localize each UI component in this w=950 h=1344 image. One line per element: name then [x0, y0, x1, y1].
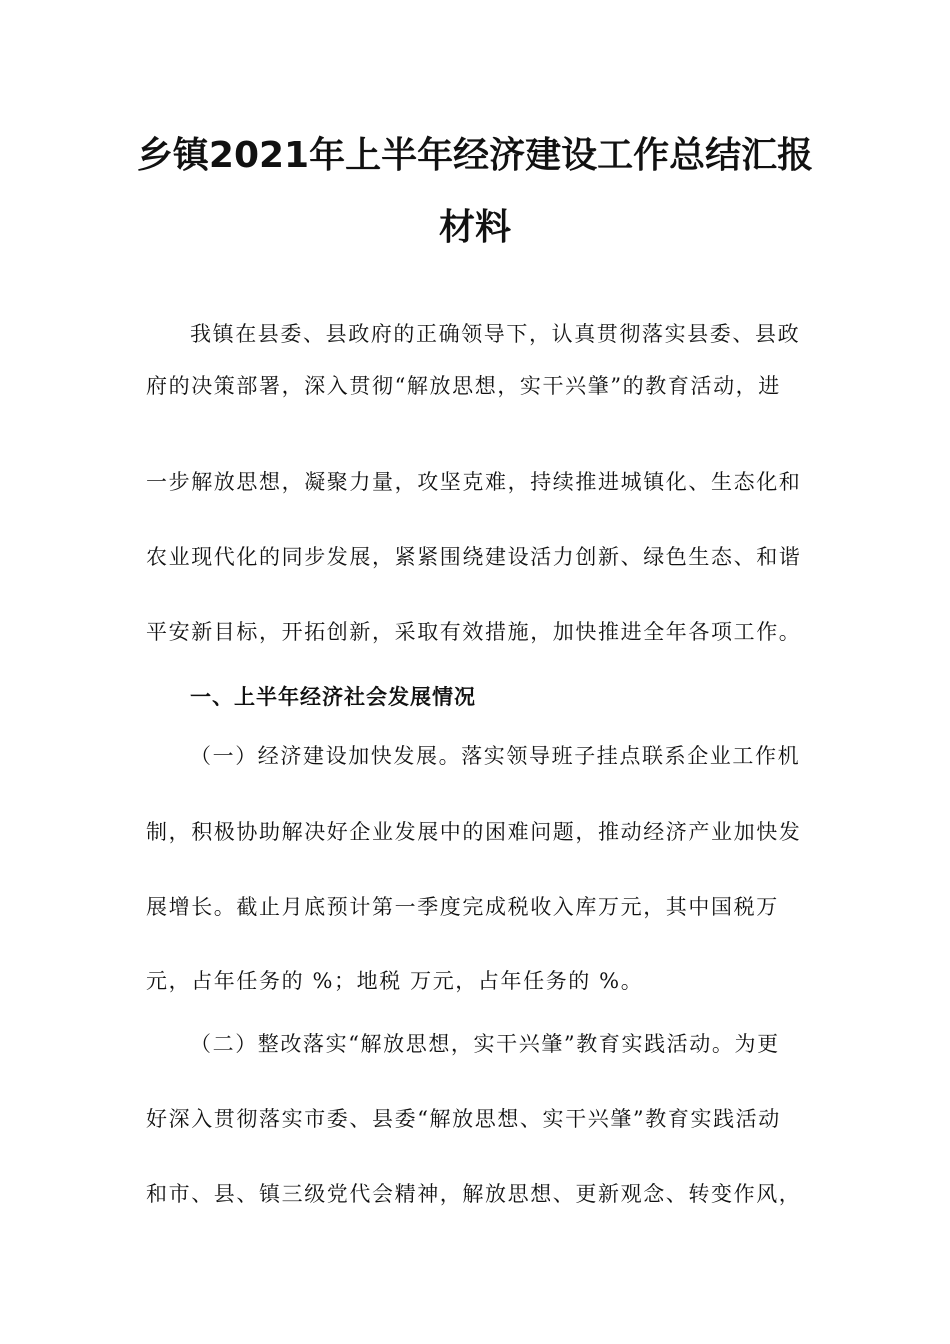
- paragraph-3-line-3: 和市、县、镇三级党代会精神，解放思想、更新观念、转变作风，: [146, 1182, 802, 1206]
- paragraph-2-line-1: （一）经济建设加快发展。落实领导班子挂点联系企业工作机: [190, 744, 801, 768]
- document-title-line-1: 乡镇2021年上半年经济建设工作总结汇报: [136, 135, 814, 176]
- paragraph-1-line-5: 平安新目标，开拓创新，采取有效措施，加快推进全年各项工作。: [146, 620, 802, 644]
- section-heading-1: 一、上半年经济社会发展情况: [190, 685, 476, 709]
- paragraph-1-line-2: 府的决策部署，深入贯彻“解放思想，实干兴肇”的教育活动，进: [146, 374, 781, 398]
- document-title-line-2: 材料: [438, 207, 511, 248]
- paragraph-2-line-4: 元，占年任务的 %；地税 万元，占年任务的 %。: [146, 969, 644, 993]
- paragraph-1-line-1: 我镇在县委、县政府的正确领导下，认真贯彻落实县委、县政: [190, 322, 801, 346]
- paragraph-3-line-2: 好深入贯彻落实市委、县委“解放思想、实干兴肇”教育实践活动: [146, 1107, 781, 1131]
- paragraph-3-line-1: （二）整改落实“解放思想，实干兴肇”教育实践活动。为更: [190, 1032, 780, 1056]
- paragraph-2-line-2: 制，积极协助解决好企业发展中的困难问题，推动经济产业加快发: [146, 820, 802, 844]
- paragraph-1-line-3: 一步解放思想，凝聚力量，攻坚克难，持续推进城镇化、生态化和: [146, 470, 802, 494]
- paragraph-1-line-4: 农业现代化的同步发展，紧紧围绕建设活力创新、绿色生态、和谐: [146, 545, 802, 569]
- paragraph-2-line-3: 展增长。截止月底预计第一季度完成税收入库万元，其中国税万: [146, 895, 779, 919]
